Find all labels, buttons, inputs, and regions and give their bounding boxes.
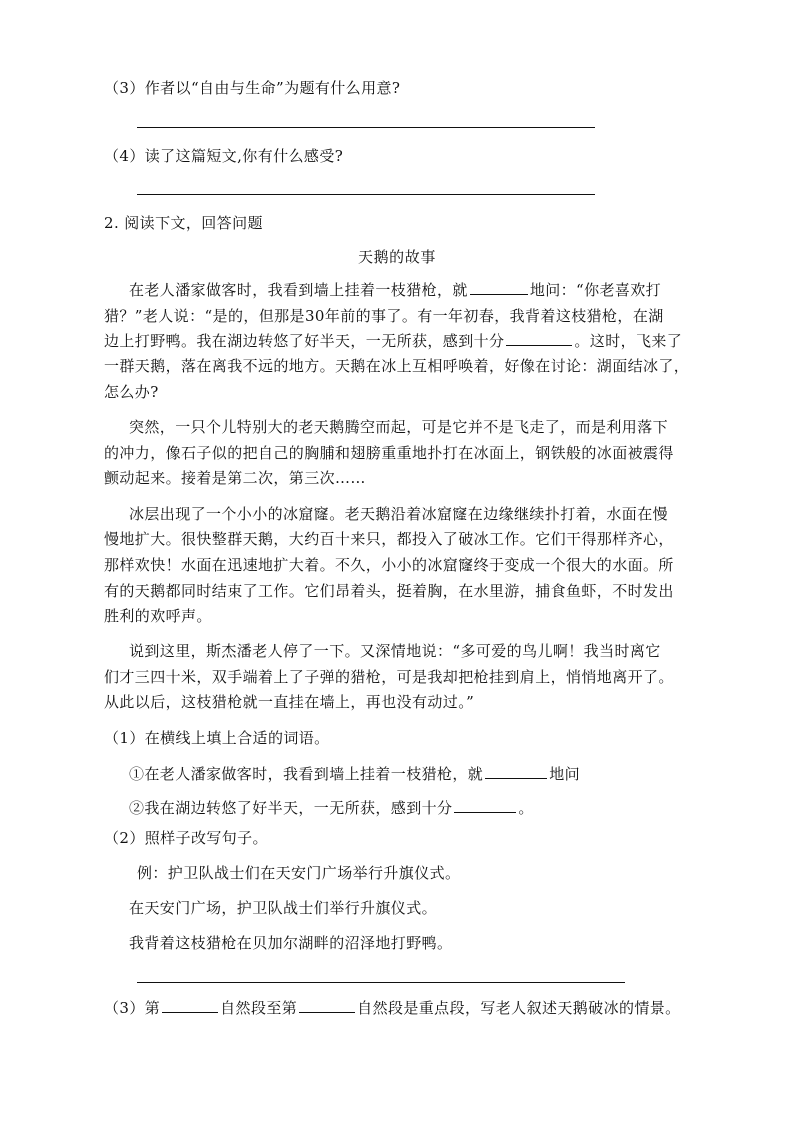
para4-line2: 们才三四十米，双手端着上了子弹的猎枪，可是我却把枪挂到肩上，悄悄地离开了。 <box>104 668 674 686</box>
para1-line2: 猎？”老人说：“是的，但那是30年前的事了。有一年初春，我背着这枝猎枪，在湖 <box>104 307 664 325</box>
question-3 <box>104 998 681 1018</box>
blank-q1-1 <box>485 764 547 779</box>
answer-line-q3 <box>137 127 595 128</box>
para1-line4: 一群天鹅，落在离我不远的地方。天鹅在冰上互相呼唤着，好像在讨论：湖面结冰了， <box>104 357 690 375</box>
question-2-example-2: 在天安门广场，护卫队战士们举行升旗仪式。 <box>129 899 438 917</box>
question-1-sentence-1 <box>129 764 580 784</box>
section-2-heading: 2. 阅读下文，回答问题 <box>104 214 263 232</box>
para1-line3 <box>104 331 682 351</box>
q1-s1-a: ①在老人潘家做客时，我看到墙上挂着一枝猎枪，就 <box>129 765 484 783</box>
para1-line1-a: 在老人潘家做客时，我看到墙上挂着一枝猎枪，就 <box>129 281 468 299</box>
question-1-label: （1）在横线上填上合适的词语。 <box>104 729 330 747</box>
blank-1 <box>470 280 528 295</box>
q1-s2-a: ②我在湖边转悠了好半天，一无所获，感到十分 <box>129 799 453 817</box>
blank-q3-1 <box>162 998 218 1013</box>
answer-line-q4 <box>137 194 595 195</box>
question-1-sentence-2 <box>129 798 534 818</box>
q3-part-b: 自然段至第 <box>220 999 298 1017</box>
para2-line2: 的冲力，像石子似的把自己的胸脯和翅膀重重地扑打在冰面上，钢铁般的冰面被震得 <box>104 444 674 462</box>
q1-s1-b: 地问 <box>549 765 581 783</box>
para3-line5: 胜利的欢呼声。 <box>104 607 212 625</box>
para2-line3: 颤动起来。接着是第二次，第三次…… <box>104 469 366 487</box>
question-3-prev: （3）作者以“自由与生命”为题有什么用意? <box>104 79 401 97</box>
para1-line3-b: 。这时，飞来了 <box>574 332 683 350</box>
para1-line3-a: 边上打野鸭。我在湖边转悠了好半天，一无所获，感到十分 <box>104 332 505 350</box>
q1-s2-b: 。 <box>518 799 534 817</box>
para1-line1-b: 地问：“你老喜欢打 <box>529 281 662 299</box>
answer-line-q2 <box>137 982 625 983</box>
q3-part-c: 自然段是重点段，写老人叙述天鹅破冰的情景。 <box>357 999 681 1017</box>
question-4-prev: （4）读了这篇短文,你有什么感受? <box>104 147 344 165</box>
story-title: 天鹅的故事 <box>357 248 436 266</box>
para2-line1: 突然，一只个儿特别大的老天鹅腾空而起，可是它并不是飞走了，而是利用落下 <box>129 418 669 436</box>
para1-line1 <box>129 280 661 300</box>
q3-part-a: （3）第 <box>104 999 161 1017</box>
para1-line5: 怎么办? <box>104 383 159 401</box>
para3-line4: 有的天鹅都同时结束了工作。它们昂着头，挺着胸，在水里游，捕食鱼虾，不时发出 <box>104 582 674 600</box>
blank-q3-2 <box>299 998 355 1013</box>
para4-line3: 从此以后，这枝猎枪就一直挂在墙上，再也没有动过。” <box>104 693 475 711</box>
para3-line1: 冰层出现了一个小小的冰窟窿。老天鹅沿着冰窟窿在边缘继续扑打着，水面在慢 <box>129 505 669 523</box>
blank-q1-2 <box>454 798 516 813</box>
blank-2 <box>506 331 572 346</box>
para3-line3: 那样欢快！水面在迅速地扩大着。不久，小小的冰窟窿终于变成一个很大的水面。所 <box>104 556 674 574</box>
question-2-example-1: 例：护卫队战士们在天安门广场举行升旗仪式。 <box>137 864 461 882</box>
question-2-label: （2）照样子改写句子。 <box>104 829 268 847</box>
para3-line2: 慢地扩大。很快整群天鹅，大约百十来只，都投入了破冰工作。它们干得那样齐心， <box>104 530 674 548</box>
question-2-task: 我背着这枝猎枪在贝加尔湖畔的沼泽地打野鸭。 <box>129 934 453 952</box>
para4-line1: 说到这里，斯杰潘老人停了一下。又深情地说：“多可爱的鸟儿啊！我当时离它 <box>129 642 661 660</box>
